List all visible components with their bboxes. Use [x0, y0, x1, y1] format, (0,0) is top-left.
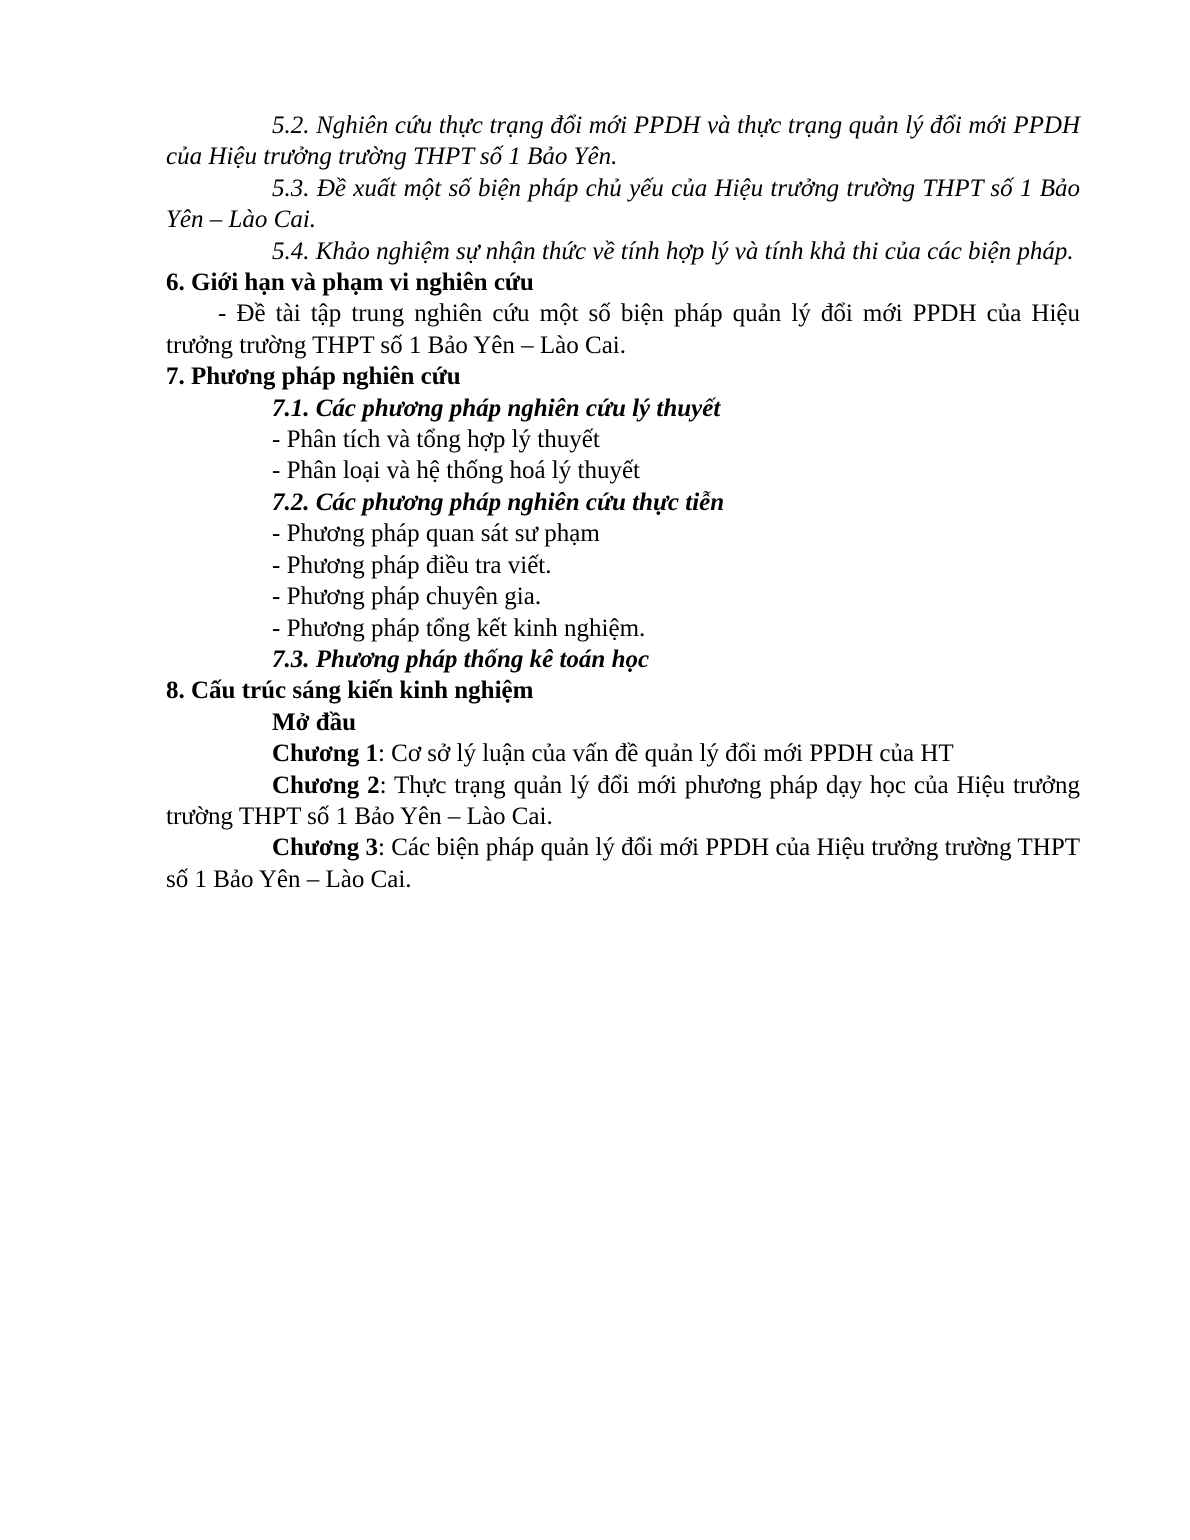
section-6-heading: 6. Giới hạn và phạm vi nghiên cứu [166, 269, 534, 297]
subheading-7-3: 7.3. Phương pháp thống kê toán học [272, 645, 650, 673]
list-item: - Phân tích và tổng hợp lý thuyết [272, 426, 600, 454]
chapter-label: Chương 1 [272, 740, 378, 768]
chapter-3 [166, 832, 1080, 895]
intro-label: Mở đầu [272, 708, 356, 736]
chapter-label: Chương 2 [272, 771, 380, 799]
list-item: - Phương pháp chuyên gia. [272, 583, 542, 611]
section-6-text: - Đề tài tập trung nghiên cứu một số biện pháp quản lý đổi mới PPDH của Hiệu trưởng trường THPT số 1 Bảo Yên – Lào Cai. [166, 300, 1080, 359]
subheading-7-2: 7.2. Các phương pháp nghiên cứu thực tiễn [272, 488, 725, 516]
item-5-2: 5.2. Nghiên cứu thực trạng đổi mới PPDH và thực trạng quản lý đổi mới PPDH của Hiệu trưởng trường THPT số 1 Bảo Yên. [166, 112, 1080, 171]
item-5-4: 5.4. Khảo nghiệm sự nhận thức về tính hợp lý và tính khả thi của các biện pháp. [272, 237, 1074, 265]
chapter-text: : Thực trạng quản lý đổi mới phương pháp dạy học của Hiệu trưởng trường THPT số 1 Bảo Yên – Lào Cai. [166, 771, 1080, 830]
chapter-1 [166, 738, 1080, 769]
document-page [166, 110, 1080, 895]
chapter-text: : Các biện pháp quản lý đổi mới PPDH của Hiệu trưởng trường THPT số 1 Bảo Yên – Lào Cai. [166, 834, 1080, 893]
item-5-3: 5.3. Đề xuất một số biện pháp chủ yếu của Hiệu trưởng trường THPT số 1 Bảo Yên – Lào Cai. [166, 174, 1080, 234]
section-8-heading: 8. Cấu trúc sáng kiến kinh nghiệm [166, 677, 534, 705]
chapter-2 [166, 770, 1080, 833]
list-item: - Phân loại và hệ thống hoá lý thuyết [272, 457, 640, 485]
list-item: - Phương pháp quan sát sư phạm [272, 520, 600, 548]
section-7-heading: 7. Phương pháp nghiên cứu [166, 363, 461, 391]
chapter-label: Chương 3 [272, 834, 378, 862]
list-item: - Phương pháp điều tra viết. [272, 551, 552, 579]
chapter-text: : Cơ sở lý luận của vấn đề quản lý đổi mới PPDH của HT [377, 740, 954, 768]
list-item: - Phương pháp tổng kết kinh nghiệm. [272, 614, 646, 642]
subheading-7-1: 7.1. Các phương pháp nghiên cứu lý thuyết [272, 394, 721, 422]
